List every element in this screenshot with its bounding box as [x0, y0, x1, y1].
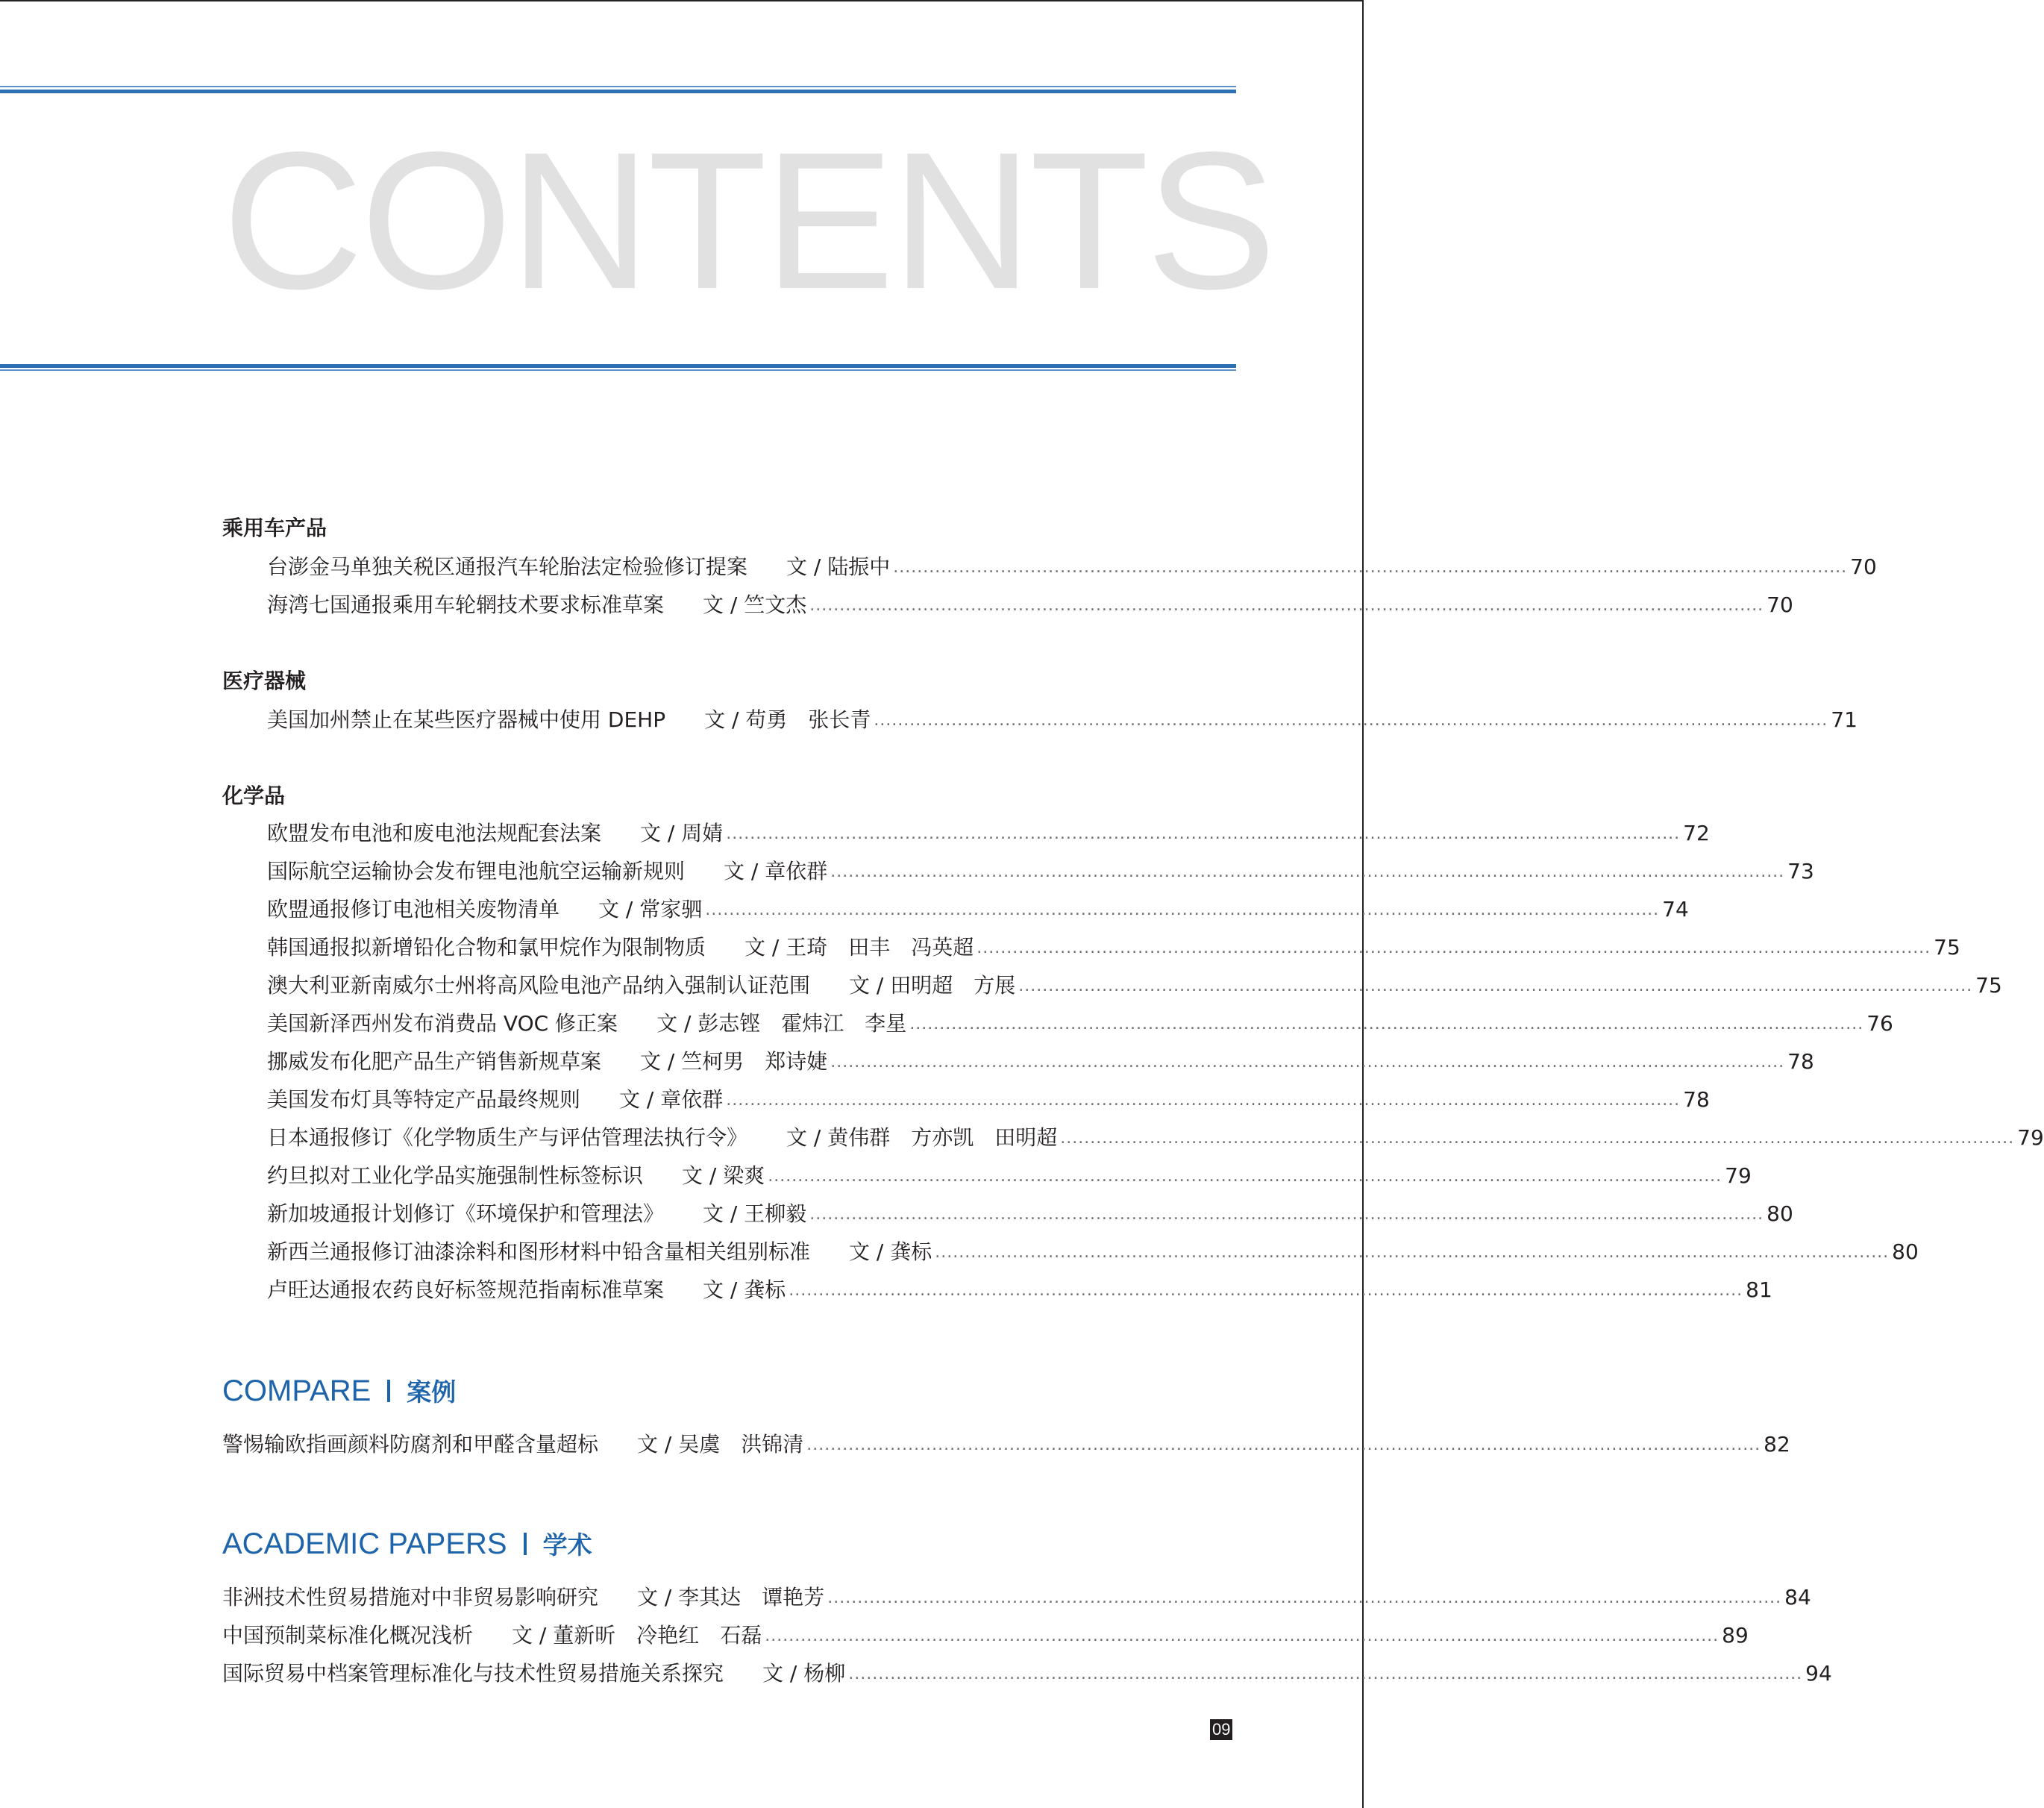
entry-author: 文 / 王琦 田丰 冯英超 [744, 935, 974, 960]
entry-page: 78 [1787, 1049, 1814, 1074]
toc-entry[interactable] [267, 931, 1960, 961]
top-rule [0, 86, 1236, 93]
toc-entry[interactable] [267, 1083, 1710, 1113]
toc-entry[interactable] [267, 969, 2002, 999]
entry-title: 美国发布灯具等特定产品最终规则 [267, 1087, 581, 1112]
entry-page: 71 [1831, 707, 1858, 732]
dot-leader: ................................................................................................................................................................ [976, 939, 1931, 957]
dot-leader: ................................................................................................................................................................ [1018, 977, 1973, 995]
entry-page: 73 [1787, 859, 1814, 883]
entry-title: 新西兰通报修订油漆涂料和图形材料中铅含量相关组别标准 [267, 1239, 811, 1264]
section-title: 化学品 [222, 783, 286, 808]
entry-author: 文 / 田明超 方展 [849, 973, 1016, 998]
toc-entry[interactable] [267, 1122, 2044, 1151]
entry-title: 美国新泽西州发布消费品 VOC 修正案 [267, 1011, 618, 1036]
dot-leader: ................................................................................................................................................................ [874, 711, 1828, 730]
entry-author: 文 / 王柳毅 [703, 1201, 807, 1226]
toc-entry[interactable] [267, 1045, 1814, 1075]
dot-leader: ................................................................................................................................................................ [705, 901, 1660, 919]
toc-entry[interactable] [222, 1581, 1811, 1611]
entry-title: 国际航空运输协会发布锂电池航空运输新规则 [267, 859, 686, 883]
entry-author: 文 / 章依群 [724, 859, 828, 883]
academic-heading-en: ACADEMIC PAPERS [222, 1527, 507, 1560]
toc-entry[interactable] [267, 704, 1858, 733]
entry-author: 文 / 龚标 [849, 1239, 932, 1264]
entry-author: 文 / 龚标 [703, 1277, 786, 1302]
heading-separator [524, 1533, 527, 1555]
toc-entry[interactable] [222, 1619, 1749, 1649]
entry-title: 非洲技术性贸易措施对中非贸易影响研究 [222, 1585, 599, 1610]
dot-leader: ................................................................................................................................................................ [809, 596, 1764, 615]
dot-leader: ................................................................................................................................................................ [935, 1243, 1890, 1262]
dot-leader: ................................................................................................................................................................ [1060, 1129, 2015, 1148]
toc-entry[interactable] [267, 1160, 1752, 1189]
entry-page: 79 [2017, 1125, 2044, 1150]
section-title: 医疗器械 [222, 669, 307, 693]
dot-leader: ................................................................................................................................................................ [830, 1053, 1785, 1072]
entry-page: 75 [1934, 935, 1960, 960]
entry-title: 澳大利亚新南威尔士州将高风险电池产品纳入强制认证范围 [267, 973, 811, 998]
dot-leader: ................................................................................................................................................................ [726, 825, 1681, 843]
dot-leader: ................................................................................................................................................................ [827, 1589, 1782, 1607]
entry-page: 79 [1725, 1163, 1752, 1188]
toc-entry[interactable] [267, 1007, 1893, 1037]
section-title: 乘用车产品 [222, 516, 327, 540]
dot-leader: ................................................................................................................................................................ [893, 558, 1848, 577]
compare-heading [222, 1373, 456, 1408]
page-number: 09 [1210, 1719, 1232, 1740]
entry-title: 警惕输欧指画颜料防腐剂和甲醛含量超标 [222, 1432, 599, 1457]
entry-author: 文 / 竺柯男 郑诗婕 [640, 1049, 828, 1074]
entry-author: 文 / 周婧 [640, 821, 724, 845]
toc-entry[interactable] [267, 589, 1793, 619]
dot-leader: ................................................................................................................................................................ [789, 1281, 1743, 1300]
entry-title: 台澎金马单独关税区通报汽车轮胎法定检验修订提案 [267, 554, 748, 579]
entry-title: 韩国通报拟新增铅化合物和氯甲烷作为限制物质 [267, 935, 706, 960]
dot-leader: ................................................................................................................................................................ [809, 1205, 1764, 1224]
compare-heading-en: COMPARE [222, 1374, 372, 1407]
entry-page: 89 [1722, 1623, 1749, 1648]
entry-title: 卢旺达通报农药良好标签规范指南标准草案 [267, 1277, 665, 1302]
dot-leader: ................................................................................................................................................................ [726, 1091, 1681, 1110]
entry-page: 70 [1766, 592, 1793, 617]
entry-author: 文 / 竺文杰 [703, 592, 807, 617]
entry-title: 中国预制菜标准化概况浅析 [222, 1623, 474, 1648]
entry-page: 74 [1662, 897, 1689, 922]
dot-leader: ................................................................................................................................................................ [830, 863, 1785, 881]
entry-title: 约旦拟对工业化学品实施强制性标签标识 [267, 1163, 644, 1188]
toc-entry[interactable] [222, 1428, 1790, 1458]
dot-leader: ................................................................................................................................................................ [848, 1665, 1803, 1683]
entry-page: 76 [1866, 1011, 1893, 1036]
toc-entry[interactable] [267, 855, 1814, 885]
entry-author: 文 / 陆振中 [786, 554, 891, 579]
dot-leader: ................................................................................................................................................................ [768, 1167, 1722, 1186]
dot-leader: ................................................................................................................................................................ [765, 1627, 1719, 1645]
compare-heading-cn: 案例 [407, 1377, 457, 1407]
toc-entry[interactable] [267, 551, 1877, 581]
academic-heading [222, 1526, 592, 1561]
entry-author: 文 / 彭志铿 霍炜江 李星 [656, 1011, 907, 1036]
entry-author: 文 / 李其达 谭艳芳 [637, 1585, 825, 1610]
dot-leader: ................................................................................................................................................................ [806, 1436, 1761, 1454]
entry-page: 94 [1805, 1661, 1832, 1686]
toc-entry[interactable] [267, 1236, 1919, 1266]
dot-leader: ................................................................................................................................................................ [909, 1015, 1864, 1033]
entry-page: 80 [1892, 1239, 1919, 1264]
contents-title: CONTENTS [222, 111, 1273, 330]
academic-heading-cn: 学术 [542, 1530, 592, 1560]
entry-page: 82 [1764, 1432, 1790, 1457]
toc-entry[interactable] [267, 893, 1689, 923]
entry-title: 美国加州禁止在某些医疗器械中使用 DEHP [267, 707, 666, 732]
toc-entry[interactable] [267, 1198, 1793, 1227]
entry-author: 文 / 章依群 [619, 1087, 724, 1112]
entry-author: 文 / 杨柳 [762, 1661, 846, 1686]
entry-page: 70 [1850, 554, 1877, 579]
entry-page: 81 [1746, 1277, 1772, 1302]
toc-entry[interactable] [267, 1274, 1772, 1304]
entry-author: 文 / 董新昕 冷艳红 石磊 [512, 1623, 762, 1648]
bottom-rule [0, 364, 1236, 372]
entry-page: 84 [1784, 1585, 1811, 1610]
entry-title: 国际贸易中档案管理标准化与技术性贸易措施关系探究 [222, 1661, 724, 1686]
entry-title: 海湾七国通报乘用车轮辋技术要求标准草案 [267, 592, 665, 617]
toc-entry[interactable] [267, 817, 1710, 847]
entry-title: 挪威发布化肥产品生产销售新规草案 [267, 1049, 602, 1074]
entry-title: 新加坡通报计划修订《环境保护和管理法》 [267, 1201, 665, 1226]
entry-author: 文 / 梁爽 [682, 1163, 765, 1188]
entry-page: 78 [1683, 1087, 1710, 1112]
heading-separator [387, 1380, 390, 1402]
entry-author: 文 / 吴虞 洪锦清 [637, 1432, 804, 1457]
entry-page: 75 [1975, 973, 2002, 998]
entry-author: 文 / 黄伟群 方亦凯 田明超 [786, 1125, 1058, 1150]
entry-title: 日本通报修订《化学物质生产与评估管理法执行令》 [267, 1125, 748, 1150]
entry-author: 文 / 常家驷 [598, 897, 703, 922]
toc-entry[interactable] [222, 1657, 1832, 1687]
entry-author: 文 / 苟勇 张长青 [704, 707, 871, 732]
entry-page: 80 [1766, 1201, 1793, 1226]
entry-page: 72 [1683, 821, 1710, 845]
entry-title: 欧盟通报修订电池相关废物清单 [267, 897, 560, 922]
entry-title: 欧盟发布电池和废电池法规配套法案 [267, 821, 602, 845]
